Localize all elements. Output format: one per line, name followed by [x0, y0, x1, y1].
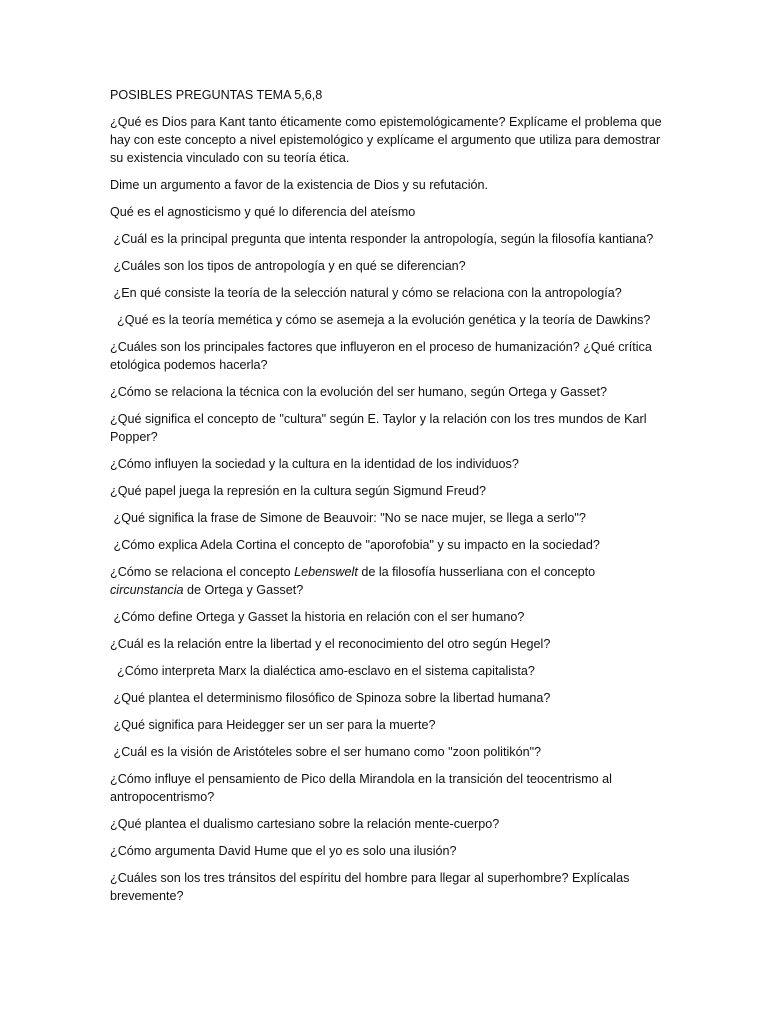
- document-body: [110, 86, 670, 914]
- question-21: ¿Cuál es la visión de Aristóteles sobre el ser humano como "zoon politikón"?: [110, 745, 542, 759]
- document-title: POSIBLES PREGUNTAS TEMA 5,6,8: [110, 88, 323, 102]
- question-8: ¿Cuáles son los principales factores que influyeron en el proceso de humanización? ¿Qué crítica etológica podemos hacerla?: [110, 340, 652, 372]
- question-22: ¿Cómo influye el pensamiento de Pico della Mirandola en la transición del teocentrismo al antropocentrismo?: [110, 772, 612, 804]
- question-19: ¿Qué plantea el determinismo filosófico de Spinoza sobre la libertad humana?: [110, 691, 551, 705]
- circunstancia-term: circunstancia: [110, 583, 184, 597]
- question-5: ¿Cuáles son los tipos de antropología y en qué se diferencian?: [110, 259, 466, 273]
- question-15: [110, 563, 670, 599]
- question-7: ¿Qué es la teoría memética y cómo se asemeja a la evolución genética y la teoría de Dawkins?: [110, 313, 651, 327]
- question-1: ¿Qué es Dios para Kant tanto éticamente como epistemológicamente? Explícame el problema que hay con este concepto a nivel epistemológico y explícame el argumento que utiliza para demostrar su existencia vinculado con su teoría ética.: [110, 115, 662, 165]
- question-15-part-1: ¿Cómo se relaciona el concepto: [110, 565, 295, 579]
- question-4: ¿Cuál es la principal pregunta que intenta responder la antropología, según la filosofía kantiana?: [110, 232, 654, 246]
- question-9: ¿Cómo se relaciona la técnica con la evolución del ser humano, según Ortega y Gasset?: [110, 385, 608, 399]
- question-12: ¿Qué papel juega la represión en la cultura según Sigmund Freud?: [110, 484, 486, 498]
- question-10: ¿Qué significa el concepto de "cultura" según E. Taylor y la relación con los tres mundos de Karl Popper?: [110, 412, 647, 444]
- question-14: ¿Cómo explica Adela Cortina el concepto de "aporofobia" y su impacto en la sociedad?: [110, 538, 600, 552]
- lebenswelt-term: Lebenswelt: [294, 565, 358, 579]
- question-6: ¿En qué consiste la teoría de la selección natural y cómo se relaciona con la antropología?: [110, 286, 622, 300]
- question-20: ¿Qué significa para Heidegger ser un ser para la muerte?: [110, 718, 436, 732]
- question-13: ¿Qué significa la frase de Simone de Beauvoir: "No se nace mujer, se llega a serlo"?: [110, 511, 586, 525]
- question-16: ¿Cómo define Ortega y Gasset la historia en relación con el ser humano?: [110, 610, 525, 624]
- question-15-part-3: de Ortega y Gasset?: [183, 583, 304, 597]
- question-3: Qué es el agnosticismo y qué lo diferencia del ateísmo: [110, 205, 416, 219]
- question-11: ¿Cómo influyen la sociedad y la cultura en la identidad de los individuos?: [110, 457, 519, 471]
- question-25: ¿Cuáles son los tres tránsitos del espíritu del hombre para llegar al superhombre? Explícalas brevemente?: [110, 871, 630, 903]
- question-15-part-2: de la filosofía husserliana con el concepto: [357, 565, 596, 579]
- question-2: Dime un argumento a favor de la existencia de Dios y su refutación.: [110, 178, 489, 192]
- question-17: ¿Cuál es la relación entre la libertad y el reconocimiento del otro según Hegel?: [110, 637, 551, 651]
- question-24: ¿Cómo argumenta David Hume que el yo es solo una ilusión?: [110, 844, 457, 858]
- question-18: ¿Cómo interpreta Marx la dialéctica amo-esclavo en el sistema capitalista?: [110, 664, 535, 678]
- question-23: ¿Qué plantea el dualismo cartesiano sobre la relación mente-cuerpo?: [110, 817, 500, 831]
